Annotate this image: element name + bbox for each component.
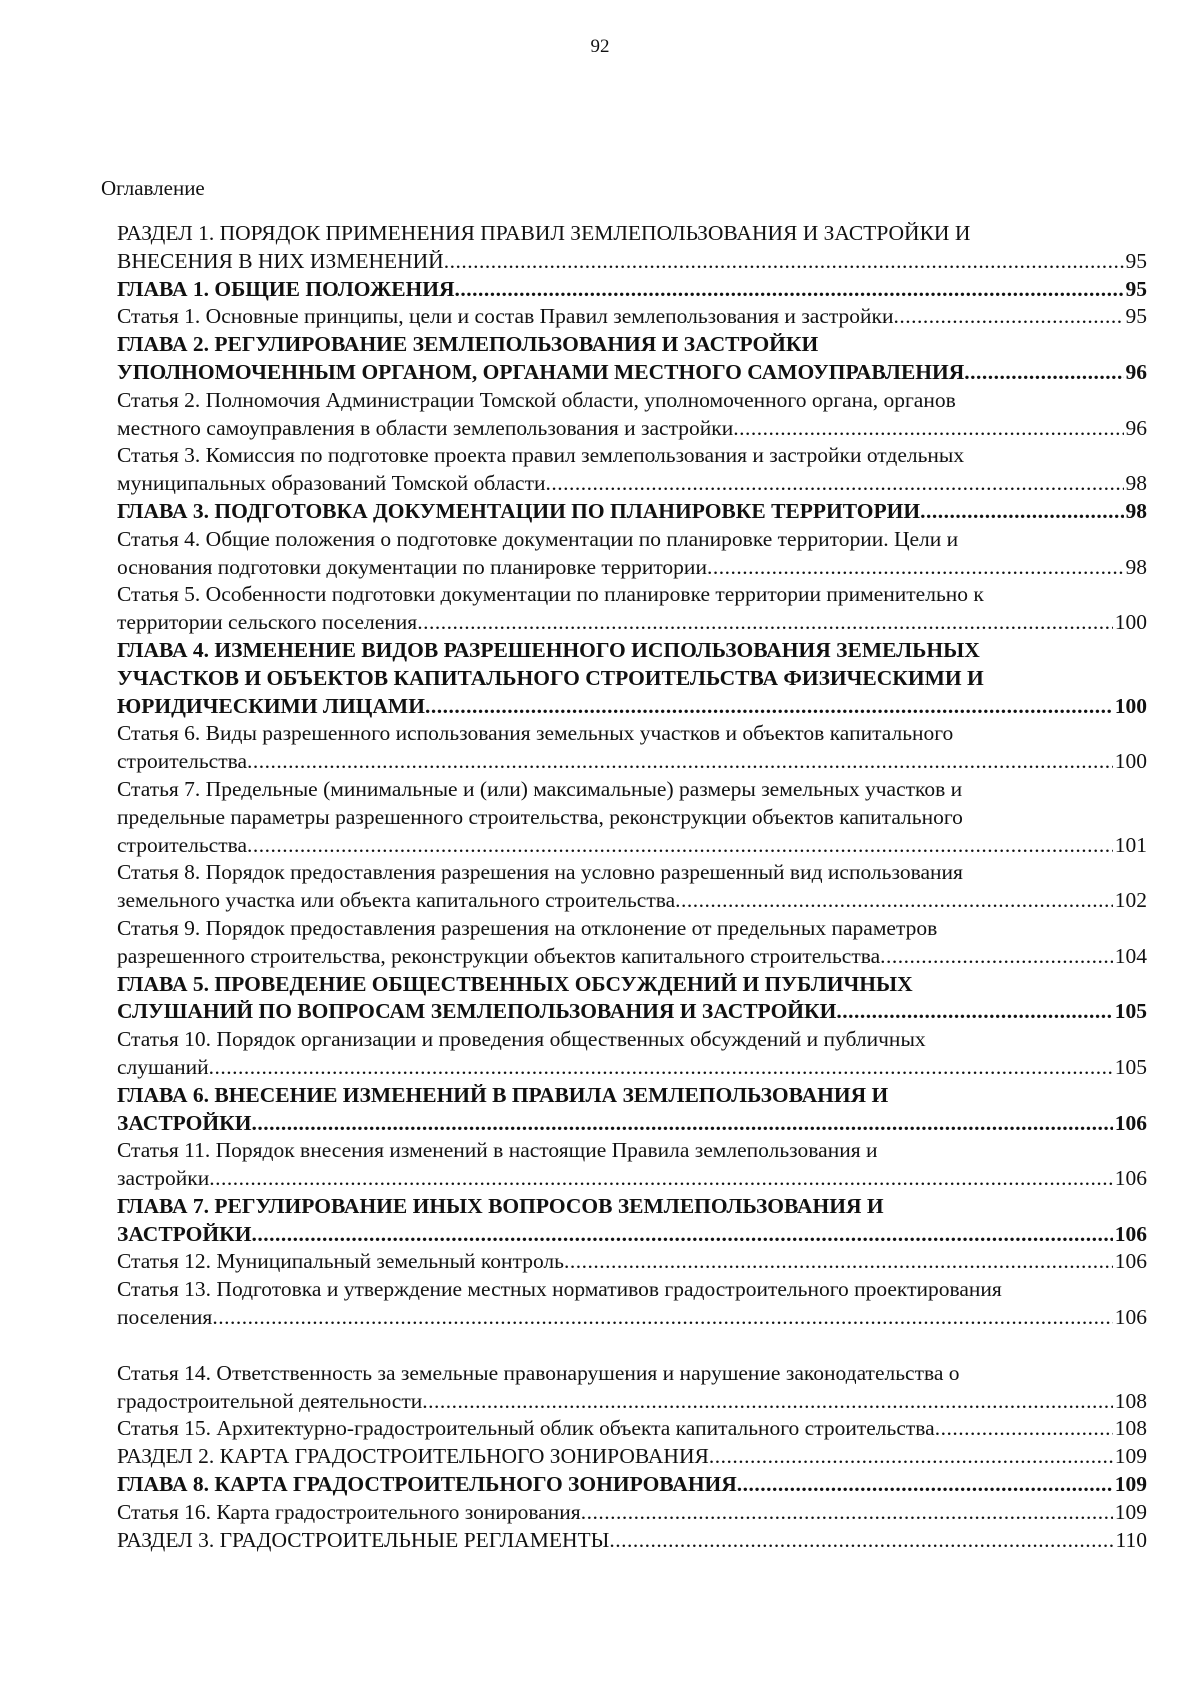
toc-entry-text: территории сельского поселения: [117, 610, 418, 635]
toc-page-number: 106: [1114, 1249, 1147, 1274]
toc-entry-text: основания подготовки документации по планировке территории: [117, 554, 707, 579]
dot-leader: [247, 748, 1113, 776]
toc-entry-text: ГЛАВА 2. РЕГУЛИРОВАНИЕ ЗЕМЛЕПОЛЬЗОВАНИЯ И ЗАСТРОЙКИ: [117, 332, 819, 357]
toc-entry[interactable]: [117, 331, 1147, 387]
dot-leader: [964, 359, 1123, 387]
toc-entry[interactable]: [117, 1527, 1147, 1555]
dot-leader: [425, 693, 1113, 721]
toc-entry-text: Статья 6. Виды разрешенного использования земельных участков и объектов капитального: [117, 721, 954, 746]
toc-entry-text: Статья 15. Архитектурно-градостроительный облик объекта капитального строительства: [117, 1416, 935, 1441]
toc-page-number: 100: [1114, 749, 1147, 774]
dot-leader: [209, 1165, 1113, 1193]
dot-leader: [920, 498, 1123, 526]
dot-leader: [733, 415, 1123, 443]
toc-entry[interactable]: [117, 303, 1147, 331]
toc-entry[interactable]: [117, 1193, 1147, 1249]
toc-entry-text: РАЗДЕЛ 1. ПОРЯДОК ПРИМЕНЕНИЯ ПРАВИЛ ЗЕМЛЕПОЛЬЗОВАНИЯ И ЗАСТРОЙКИ И: [117, 221, 971, 245]
toc-page-number: 109: [1114, 1472, 1147, 1497]
toc-entry-text: застройки: [117, 1166, 210, 1191]
toc-entry[interactable]: [117, 387, 1147, 443]
toc-entry[interactable]: [117, 637, 1147, 720]
dot-leader: [737, 1471, 1113, 1499]
toc-entry-text: ЮРИДИЧЕСКИМИ ЛИЦАМИ: [117, 693, 425, 718]
toc-entry-text: Статья 9. Порядок предоставления разрешения на отклонение от предельных параметров: [117, 915, 938, 940]
toc-page-number: 101: [1114, 832, 1147, 857]
toc-entry[interactable]: [117, 220, 1147, 276]
toc-entry-text: земельного участка или объекта капитального строительства: [117, 888, 676, 913]
toc-entry-text: строительства: [117, 832, 248, 857]
toc-page-number: 95: [1125, 304, 1147, 329]
toc-entry[interactable]: [117, 1026, 1147, 1082]
dot-leader: [251, 1221, 1112, 1249]
toc-entry-text: Статья 1. Основные принципы, цели и состав Правил землепользования и застройки: [117, 304, 894, 329]
toc-entry-text: слушаний: [117, 1054, 209, 1079]
toc-page-number: 106: [1114, 1305, 1147, 1330]
toc-page-number: 98: [1125, 498, 1147, 523]
toc-entry[interactable]: [117, 1248, 1147, 1276]
toc-entry[interactable]: [117, 1499, 1147, 1527]
toc-page-number: 106: [1114, 1166, 1147, 1191]
toc-entry-text: Статья 10. Порядок организации и проведения общественных обсуждений и публичных: [117, 1027, 926, 1052]
toc-page-number: 102: [1114, 888, 1147, 913]
toc-page-number: 109: [1114, 1499, 1147, 1524]
toc-title: Оглавление: [101, 176, 205, 200]
toc-page-number: 105: [1114, 1054, 1147, 1079]
dot-leader: [455, 276, 1124, 304]
dot-leader: [935, 1415, 1113, 1443]
toc-entry[interactable]: [117, 498, 1147, 526]
toc-entry-text: Статья 7. Предельные (минимальные и (или) максимальные) размеры земельных участков и: [117, 776, 963, 801]
dot-leader: [609, 1527, 1113, 1555]
toc-page-number: 96: [1125, 415, 1147, 440]
toc-entry[interactable]: [117, 581, 1147, 637]
toc-entry-text: Статья 12. Муниципальный земельный контроль: [117, 1249, 564, 1274]
toc-entry-text: ГЛАВА 1. ОБЩИЕ ПОЛОЖЕНИЯ: [117, 276, 455, 301]
toc-entry[interactable]: [117, 442, 1147, 498]
dot-leader: [417, 609, 1113, 637]
dot-leader: [251, 1110, 1112, 1138]
toc-entry-text: ЗАСТРОЙКИ: [117, 1110, 252, 1135]
toc-page-number: 98: [1125, 554, 1147, 579]
toc-page-number: 98: [1125, 471, 1147, 496]
toc-entry-text: ГЛАВА 3. ПОДГОТОВКА ДОКУМЕНТАЦИИ ПО ПЛАНИРОВКЕ ТЕРРИТОРИИ: [117, 498, 921, 523]
toc-page-number: 109: [1114, 1444, 1147, 1469]
toc-entry[interactable]: [117, 720, 1147, 776]
toc-page-number: 108: [1114, 1416, 1147, 1441]
dot-leader: [581, 1499, 1113, 1527]
toc-page-number: 106: [1114, 1221, 1147, 1246]
toc-page-number: 100: [1114, 610, 1147, 635]
toc-page-number: 96: [1125, 359, 1147, 384]
toc-entry-text: ГЛАВА 4. ИЗМЕНЕНИЕ ВИДОВ РАЗРЕШЕННОГО ИСПОЛЬЗОВАНИЯ ЗЕМЕЛЬНЫХ: [117, 637, 980, 662]
toc-entry[interactable]: [117, 1471, 1147, 1499]
toc-entry-text: строительства: [117, 749, 248, 774]
toc-entry-text: местного самоуправления в области землепользования и застройки: [117, 415, 734, 440]
toc-entry-text: РАЗДЕЛ 3. ГРАДОСТРОИТЕЛЬНЫЕ РЕГЛАМЕНТЫ: [117, 1527, 610, 1552]
toc-page-number: 108: [1114, 1388, 1147, 1413]
toc-entry-text: поселения: [117, 1305, 213, 1330]
toc-entry-text: УЧАСТКОВ И ОБЪЕКТОВ КАПИТАЛЬНОГО СТРОИТЕЛЬСТВА ФИЗИЧЕСКИМИ И: [117, 665, 984, 690]
dot-leader: [880, 943, 1113, 971]
toc-page-number: 104: [1114, 943, 1147, 968]
dot-leader: [247, 832, 1113, 860]
toc-entry-text: градостроительной деятельности: [117, 1388, 423, 1413]
toc-entry-text: Статья 5. Особенности подготовки документации по планировке территории применительно к: [117, 582, 984, 607]
toc-entry-text: муниципальных образований Томской области: [117, 471, 546, 496]
toc-entry-text: ГЛАВА 8. КАРТА ГРАДОСТРОИТЕЛЬНОГО ЗОНИРОВАНИЯ: [117, 1472, 737, 1497]
toc-entry[interactable]: [117, 526, 1147, 582]
toc-entry-text: Статья 2. Полномочия Администрации Томской области, уполномоченного органа, органов: [117, 387, 956, 412]
toc-page-number: 95: [1125, 248, 1147, 273]
toc-entry[interactable]: [117, 915, 1147, 971]
page-number: 92: [590, 36, 610, 57]
dot-leader: [546, 470, 1124, 498]
dot-leader: [422, 1388, 1113, 1416]
toc-page-number: 106: [1114, 1110, 1147, 1135]
toc-entry-text: Статья 14. Ответственность за земельные правонарушения и нарушение законодательства о: [117, 1360, 960, 1385]
dot-leader: [212, 1304, 1112, 1332]
toc-entry-text: Статья 3. Комиссия по подготовке проекта правил землепользования и застройки отдельных: [117, 443, 965, 468]
toc-entry-text: ГЛАВА 6. ВНЕСЕНИЕ ИЗМЕНЕНИЙ В ПРАВИЛА ЗЕМЛЕПОЛЬЗОВАНИЯ И: [117, 1082, 889, 1107]
toc-page-number: 95: [1125, 276, 1147, 301]
toc-page-number: 100: [1114, 693, 1147, 718]
toc-entry[interactable]: [117, 1415, 1147, 1443]
dot-leader: [894, 303, 1124, 331]
toc-entry-text: Статья 4. Общие положения о подготовке документации по планировке территории. Цели и: [117, 526, 959, 551]
toc-entry[interactable]: [117, 859, 1147, 915]
dot-leader: [675, 887, 1113, 915]
toc-entry-text: разрешенного строительства, реконструкции объектов капитального строительства: [117, 943, 881, 968]
toc-page-number: 105: [1114, 999, 1147, 1024]
toc-entry[interactable]: [117, 1276, 1147, 1332]
toc-entry[interactable]: [117, 1082, 1147, 1138]
toc-page-number: 110: [1115, 1527, 1147, 1552]
dot-leader: [564, 1248, 1113, 1276]
toc-entry-text: УПОЛНОМОЧЕННЫМ ОРГАНОМ, ОРГАНАМИ МЕСТНОГО САМОУПРАВЛЕНИЯ: [117, 359, 965, 384]
toc-entry[interactable]: [117, 276, 1147, 304]
table-of-contents: [117, 220, 1147, 1554]
toc-entry[interactable]: [117, 1443, 1147, 1471]
toc-entry-text: Статья 16. Карта градостроительного зонирования: [117, 1499, 581, 1524]
toc-entry-text: ГЛАВА 7. РЕГУЛИРОВАНИЕ ИНЫХ ВОПРОСОВ ЗЕМЛЕПОЛЬЗОВАНИЯ И: [117, 1193, 884, 1218]
toc-entry-text: Статья 13. Подготовка и утверждение местных нормативов градостроительного проектирования: [117, 1277, 1002, 1302]
dot-leader: [444, 248, 1124, 276]
toc-entry[interactable]: [117, 1360, 1147, 1416]
toc-entry[interactable]: [117, 776, 1147, 859]
toc-entry-text: предельные параметры разрешенного строительства, реконструкции объектов капитального: [117, 804, 963, 829]
dot-leader: [836, 998, 1112, 1026]
toc-entry-text: СЛУШАНИЙ ПО ВОПРОСАМ ЗЕМЛЕПОЛЬЗОВАНИЯ И ЗАСТРОЙКИ: [117, 999, 837, 1024]
toc-entry[interactable]: [117, 1137, 1147, 1193]
toc-entry-text: Статья 8. Порядок предоставления разрешения на условно разрешенный вид использования: [117, 860, 963, 885]
dot-leader: [709, 1443, 1113, 1471]
toc-entry-text: ВНЕСЕНИЯ В НИХ ИЗМЕНЕНИЙ: [117, 248, 444, 273]
toc-entry-text: ЗАСТРОЙКИ: [117, 1221, 252, 1246]
toc-entry-text: Статья 11. Порядок внесения изменений в настоящие Правила землепользования и: [117, 1138, 878, 1163]
toc-entry-text: ГЛАВА 5. ПРОВЕДЕНИЕ ОБЩЕСТВЕННЫХ ОБСУЖДЕНИЙ И ПУБЛИЧНЫХ: [117, 971, 913, 996]
dot-leader: [209, 1054, 1113, 1082]
dot-leader: [707, 554, 1124, 582]
toc-entry-text: РАЗДЕЛ 2. КАРТА ГРАДОСТРОИТЕЛЬНОГО ЗОНИРОВАНИЯ: [117, 1444, 709, 1469]
toc-entry[interactable]: [117, 971, 1147, 1027]
